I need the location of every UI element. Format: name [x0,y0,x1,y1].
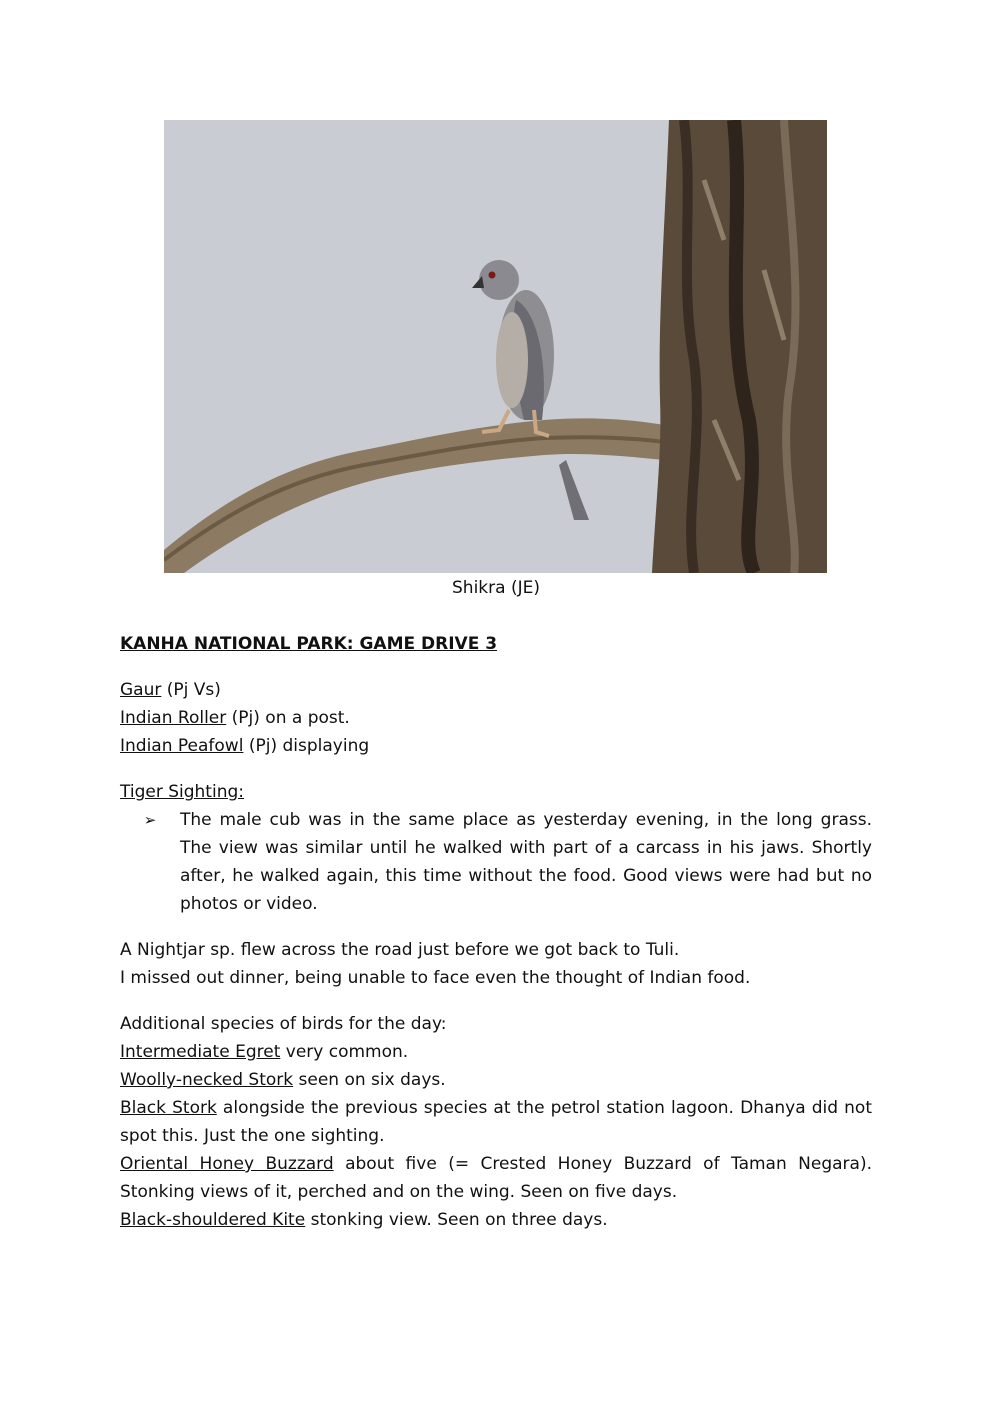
list-item [120,1150,872,1206]
tiger-heading: Tiger Sighting: [120,782,244,802]
list-item [120,676,872,704]
list-item [120,1066,872,1094]
note-line: A Nightjar sp. flew across the road just before we got back to Tuli. [120,940,680,960]
species-note: about five (= Crested Honey Buzzard of Taman Negara). Stonking views of it, perched and on the wing. Seen on five days. [120,1154,872,1202]
additional-intro: Additional species of birds for the day: [120,1014,447,1034]
section-title: KANHA NATIONAL PARK: GAME DRIVE 3 [120,634,498,654]
document-body [120,630,872,1234]
list-item [120,1206,872,1234]
species-note: stonking view. Seen on three days. [305,1210,608,1230]
shikra-photo [164,120,827,573]
sightings-list [120,676,872,760]
species-note: (Pj) on a post. [226,708,350,728]
list-item [120,1038,872,1066]
tiger-bullet [120,806,872,918]
additional-species [120,1010,872,1234]
species-note: alongside the previous species at the petrol station lagoon. Dhanya did not spot this. Just the one sighting. [120,1098,872,1146]
list-item [120,1094,872,1150]
tiger-text: The male cub was in the same place as yesterday evening, in the long grass. The view was similar until he walked with part of a carcass in his jaws. Shortly after, he walked again, this time without the food. Good views were had but no photos or video. [180,810,872,914]
species-name: Indian Roller [120,708,227,728]
species-name: Gaur [120,680,162,700]
note-line: I missed out dinner, being unable to face even the thought of Indian food. [120,968,751,988]
species-name: Intermediate Egret [120,1042,281,1062]
species-note: (Pj) displaying [243,736,370,756]
species-name: Woolly-necked Stork [120,1070,294,1090]
species-name: Black Stork [120,1098,217,1118]
species-note: very common. [280,1042,409,1062]
species-name: Indian Peafowl [120,736,244,756]
notes [120,936,872,992]
list-item [120,732,872,760]
species-name: Oriental Honey Buzzard [120,1154,334,1174]
figure-caption: Shikra (JE) [452,578,540,598]
arrow-bullet-icon: ➢ [143,811,157,829]
species-note: (Pj Vs) [161,680,221,700]
species-note: seen on six days. [293,1070,446,1090]
species-name: Black-shouldered Kite [120,1210,306,1230]
list-item [120,704,872,732]
